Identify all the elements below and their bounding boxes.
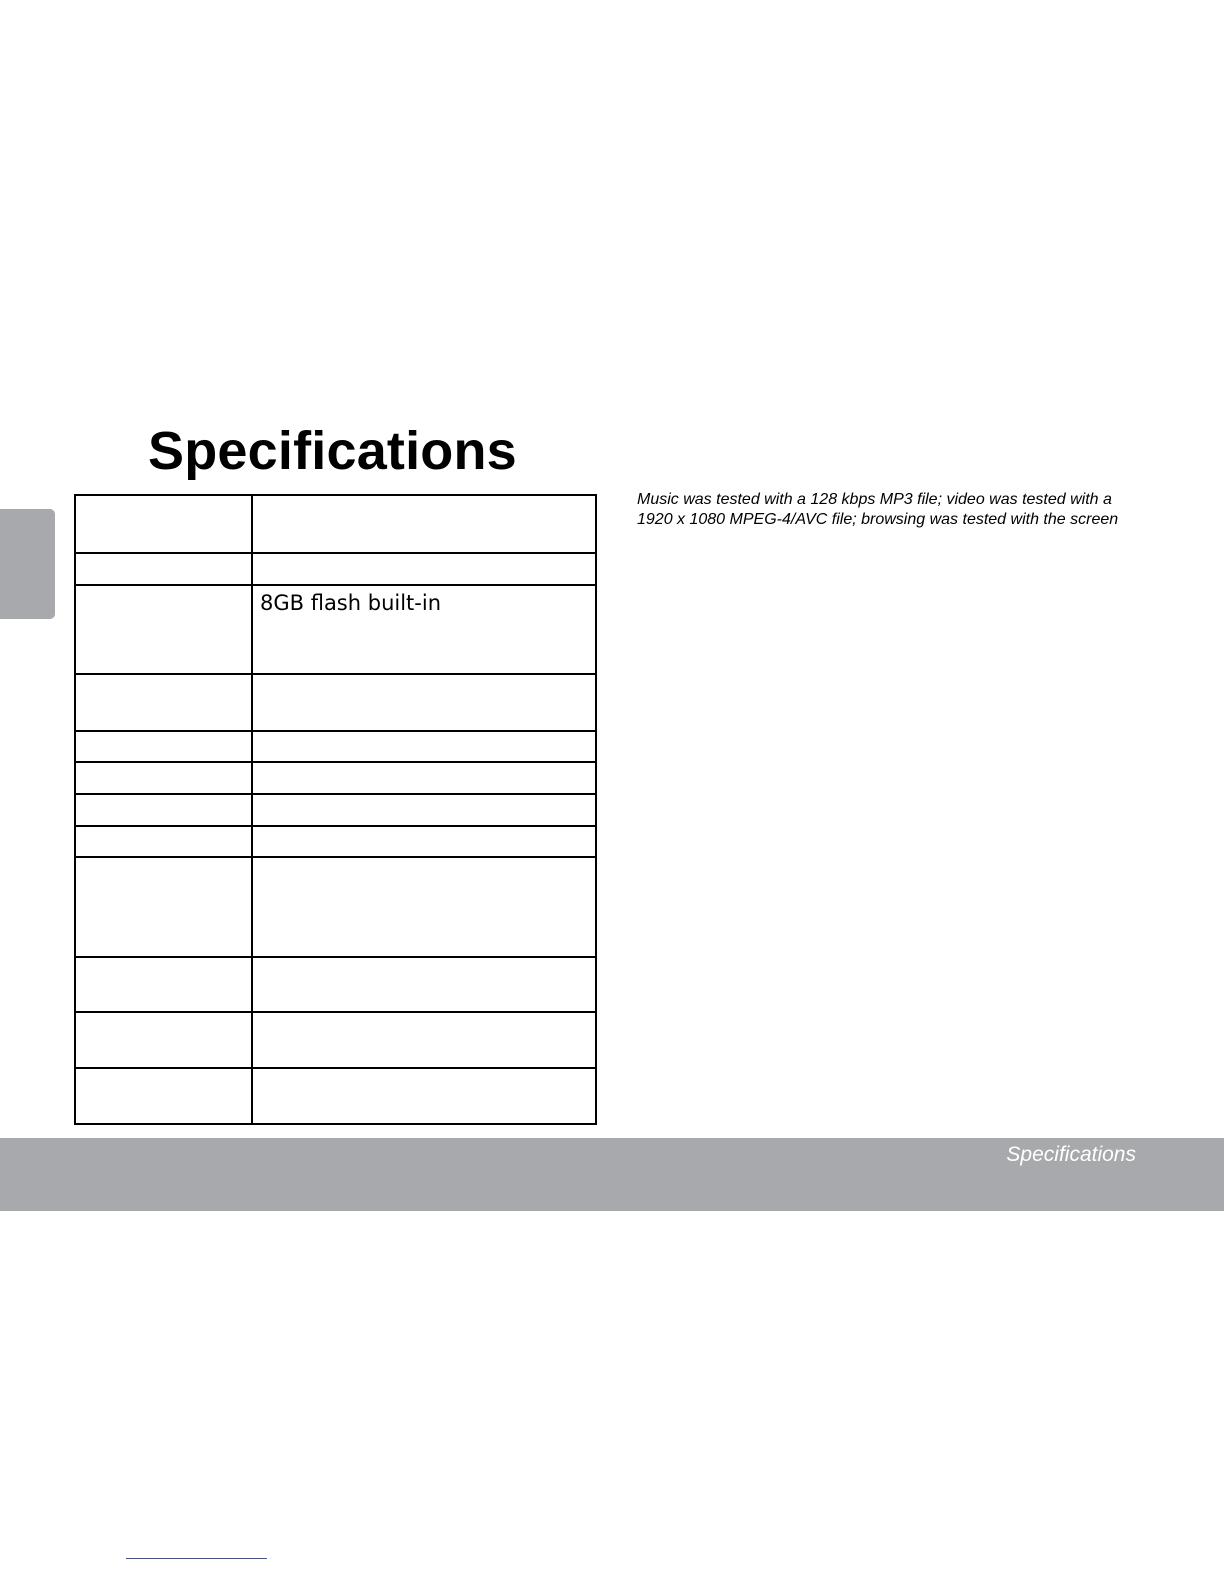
table-row (75, 762, 596, 794)
spec-value-cell (252, 731, 596, 762)
table-row (75, 674, 596, 731)
footer-section-label: Specifications (1006, 1143, 1136, 1166)
spec-label-cell (75, 826, 252, 857)
spec-label-cell (75, 495, 252, 553)
spec-value-cell (252, 826, 596, 857)
spec-value-cell: 8GB flash built-in (252, 585, 596, 674)
table-row (75, 1068, 596, 1124)
spec-label-cell (75, 553, 252, 585)
table-row (75, 585, 596, 674)
spec-label-cell (75, 794, 252, 826)
page-title: Specifications (148, 421, 517, 481)
spec-label-cell (75, 857, 252, 957)
spec-value-cell (252, 957, 596, 1012)
table-row (75, 794, 596, 826)
spec-label-cell (75, 1068, 252, 1124)
test-conditions-note (637, 490, 1177, 530)
spec-label-cell (75, 762, 252, 794)
spec-label-cell (75, 731, 252, 762)
spec-value-cell (252, 1068, 596, 1124)
spec-table (74, 494, 597, 1125)
note-line: 1920 x 1080 MPEG-4/AVC file; browsing was tested with the screen (637, 511, 1119, 528)
spec-label-cell (75, 674, 252, 731)
spec-label-cell (75, 1012, 252, 1068)
table-row (75, 857, 596, 957)
table-row (75, 553, 596, 585)
spec-value-cell (252, 857, 596, 957)
table-row (75, 826, 596, 857)
spec-label-cell (75, 585, 252, 674)
table-row (75, 731, 596, 762)
spec-value-cell (252, 553, 596, 585)
link-underline (126, 1558, 267, 1559)
spec-value-cell (252, 495, 596, 553)
table-row (75, 957, 596, 1012)
table-row (75, 1012, 596, 1068)
spec-value-cell (252, 1012, 596, 1068)
table-row (75, 495, 596, 553)
spec-label-cell (75, 957, 252, 1012)
spec-value-cell (252, 794, 596, 826)
side-section-tab (0, 509, 55, 619)
spec-value-cell (252, 762, 596, 794)
note-line: Music was tested with a 128 kbps MP3 file; video was tested with a (637, 491, 1112, 508)
spec-value-cell (252, 674, 596, 731)
